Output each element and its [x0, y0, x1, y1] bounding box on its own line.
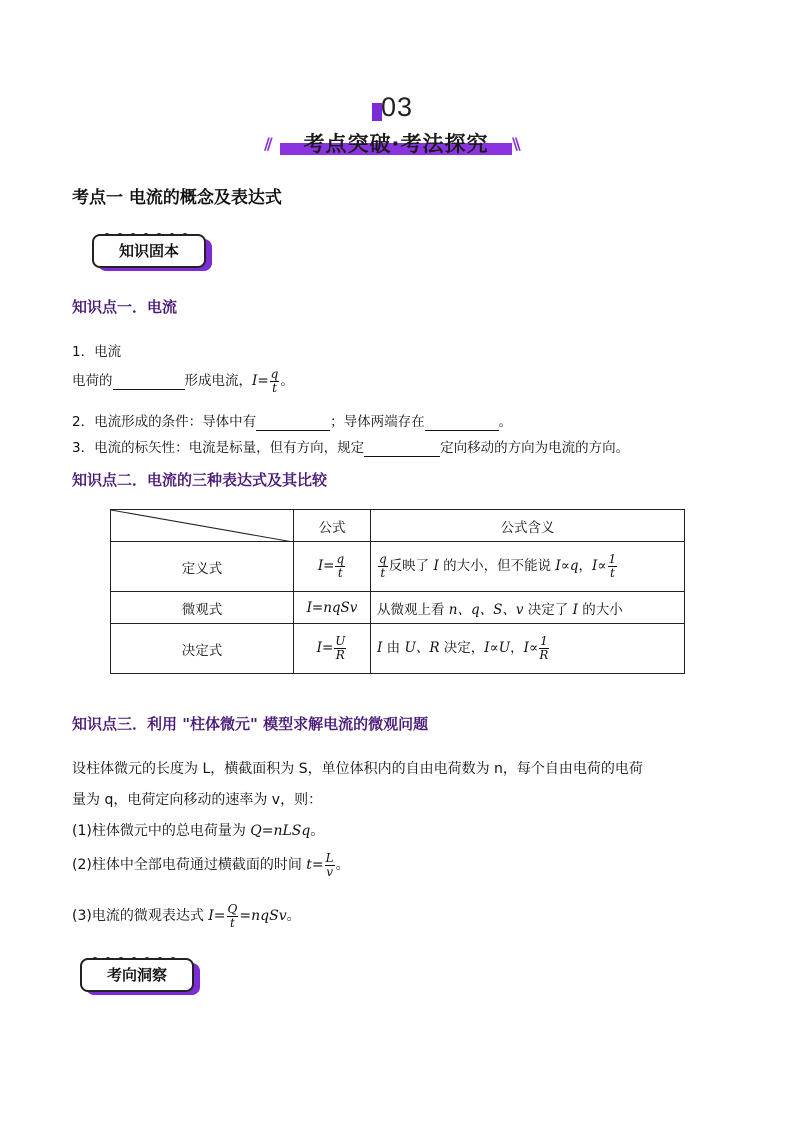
table-header-row — [111, 510, 685, 542]
topic-heading: 考点一 电流的概念及表达式 — [72, 188, 282, 208]
header-meaning: 公式含义 — [371, 510, 685, 542]
row-meaning: 从微观上看 n、q、S、v 决定了 I 的大小 — [371, 592, 685, 624]
comparison-table — [110, 509, 685, 674]
kp3-point3: (3)电流的微观表达式 I= $\frac{Q}{t}$ =nqSv。 — [72, 902, 301, 930]
blank — [113, 373, 185, 390]
kp1-item1: 电荷的 形成电流，I= $\frac{q}{t}$ 。 — [72, 367, 294, 395]
kp3-point2: (2)柱体中全部电荷通过横截面的时间 t= $\frac{L}{v}$ 。 — [72, 851, 350, 879]
slash-left-decoration: // — [264, 134, 270, 153]
kp1-item3: 3．电流的标矢性：电流是标量，但有方向，规定 定向移动的方向为电流的方向。 — [72, 440, 630, 456]
table-row — [111, 542, 685, 592]
kp3-para-line2: 量为 q，电荷定向移动的速率为 v，则： — [72, 792, 323, 808]
kp3-title: 知识点三．利用 "柱体微元" 模型求解电流的微观问题 — [72, 715, 429, 733]
table-row — [111, 624, 685, 674]
blank — [256, 414, 330, 431]
table-row — [111, 592, 685, 624]
row-name: 决定式 — [111, 624, 294, 674]
direction-badge-label: 考向洞察 — [80, 958, 194, 992]
fraction: $\frac{q}{t}$ — [270, 367, 279, 395]
section-number: 03 — [380, 92, 414, 122]
blank — [425, 414, 499, 431]
header-formula: 公式 — [294, 510, 371, 542]
kp2-title: 知识点二．电流的三种表达式及其比较 — [72, 471, 328, 489]
kp3-point1: (1)柱体微元中的总电荷量为 Q=nLSq。 — [72, 823, 325, 839]
row-formula: I= $\frac{U}{R}$ — [294, 624, 371, 674]
diagonal-header-cell — [111, 510, 294, 542]
row-formula: I=nqSv — [294, 592, 371, 624]
section-title-banner — [264, 128, 528, 158]
row-name: 微观式 — [111, 592, 294, 624]
kp3-para-line1: 设柱体微元的长度为 L，横截面积为 S，单位体积内的自由电荷数为 n，每个自由电荷的电荷 — [72, 761, 643, 777]
section-title: 考点突破·考法探究 — [303, 132, 489, 156]
direction-badge — [80, 958, 198, 992]
row-meaning: $\frac{q}{t}$ 反映了 I 的大小，但不能说 I∝q，I∝ $\frac{1}{t}$ — [371, 542, 685, 592]
kp1-item2: 2．电流形成的条件：导体中有 ；导体两端存在 。 — [72, 414, 513, 430]
kp1-title: 知识点一．电流 — [72, 298, 178, 316]
slash-right-decoration: \\ — [512, 134, 518, 153]
knowledge-badge-label: 知识固本 — [92, 234, 206, 268]
blank — [364, 440, 440, 457]
row-name: 定义式 — [111, 542, 294, 592]
kp1-item1-label: 1．电流 — [72, 344, 122, 360]
row-meaning: I 由 U、R 决定，I∝U，I∝ $\frac{1}{R}$ — [371, 624, 685, 674]
row-formula: I= $\frac{q}{t}$ — [294, 542, 371, 592]
knowledge-badge — [92, 234, 210, 268]
